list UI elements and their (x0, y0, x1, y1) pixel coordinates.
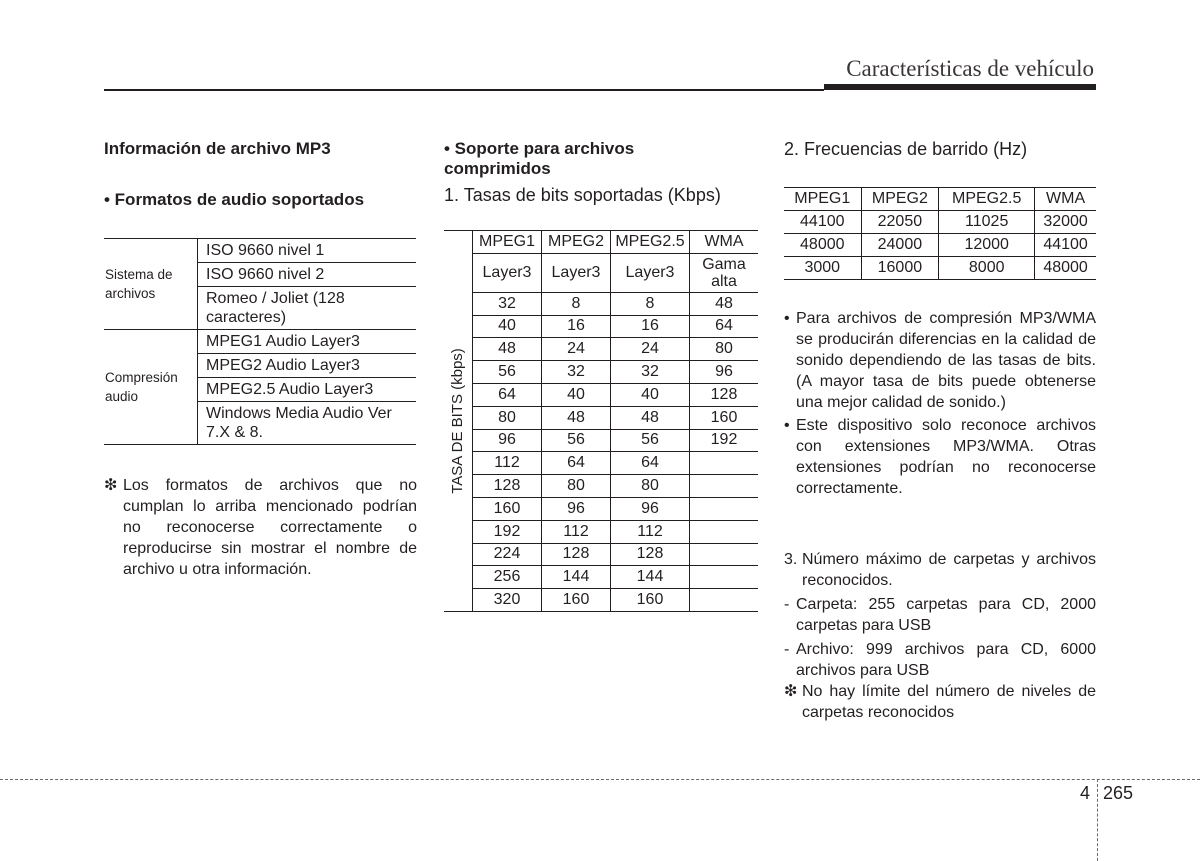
table-cell: 56 (473, 361, 542, 384)
list-item-text: No hay límite del número de niveles de carpetas reconocidos (802, 683, 1096, 721)
table-cell: 96 (690, 361, 759, 384)
table-cell: 8 (542, 292, 611, 315)
table-cell: 144 (611, 566, 690, 589)
table-row (784, 211, 1096, 234)
column-header: MPEG2.5 (611, 231, 690, 254)
table-row (444, 497, 758, 520)
table-row (444, 315, 758, 338)
table-row (444, 543, 758, 566)
chapter-number: 4 (1080, 783, 1091, 803)
audio-formats-table (104, 238, 416, 445)
bitrate-axis-cell (444, 231, 473, 612)
table-row (444, 292, 758, 315)
column-subheader: Layer3 (473, 253, 542, 292)
column-subheader: Gama alta (690, 253, 759, 292)
table-cell: 32000 (1035, 211, 1096, 234)
table-cell: 48 (473, 338, 542, 361)
table-cell: 22050 (861, 211, 939, 234)
table-cell: 96 (473, 429, 542, 452)
table-cell: 160 (611, 589, 690, 612)
table-cell: 3000 (784, 257, 861, 280)
table-cell: 32 (542, 361, 611, 384)
table-cell: 160 (690, 406, 759, 429)
table-cell: 56 (611, 429, 690, 452)
table-cell (690, 475, 759, 498)
table-cell: 160 (542, 589, 611, 612)
table-cell: ISO 9660 nivel 2 (198, 263, 417, 287)
table-cell: 16000 (861, 257, 939, 280)
table-cell: 96 (611, 497, 690, 520)
table-cell: 16 (611, 315, 690, 338)
table-cell: 128 (473, 475, 542, 498)
list-item (784, 415, 1096, 499)
header-rule (104, 89, 824, 91)
table-cell: 16 (542, 315, 611, 338)
bitrate-axis-label: TASA DE BITS (kbps) (449, 348, 466, 494)
table-row (444, 406, 758, 429)
column-header: WMA (1035, 188, 1096, 211)
table-cell (690, 452, 759, 475)
table-cell (690, 543, 759, 566)
list-item-text: Para archivos de compresión MP3/WMA se producirán diferencias en la calidad de sonido dependiendo de las tasas de bits. (A mayor tasa de bits puede obtenerse una mejor calidad de sonido.) (796, 310, 1096, 411)
table-cell: 24000 (861, 234, 939, 257)
table-cell (690, 497, 759, 520)
table-cell: 128 (542, 543, 611, 566)
list-item-text: Carpeta: 255 carpetas para CD, 2000 carpetas para USB (796, 596, 1096, 634)
table-row (784, 257, 1096, 280)
table-cell (690, 589, 759, 612)
table-cell: 256 (473, 566, 542, 589)
table-cell: 32 (473, 292, 542, 315)
table-cell: 48 (611, 406, 690, 429)
table-cell: 11025 (939, 211, 1035, 234)
list-item (784, 549, 1096, 591)
table-cell: 80 (542, 475, 611, 498)
item-number: 3. (784, 551, 798, 568)
frequencies-heading: 2. Frecuencias de barrido (Hz) (784, 139, 1028, 159)
table-cell: 224 (473, 543, 542, 566)
table-cell: 12000 (939, 234, 1035, 257)
table-cell: 64 (473, 383, 542, 406)
compression-notes (784, 308, 1096, 499)
table-cell: 64 (611, 452, 690, 475)
column-header: MPEG2 (861, 188, 939, 211)
table-cell: 144 (542, 566, 611, 589)
folder-limits (784, 549, 1096, 723)
bullet-icon: • (784, 417, 790, 434)
list-item-text: Este dispositivo solo reconoce archivos con extensiones MP3/WMA. Otras extensiones podrían no reconocerse correctamente. (796, 417, 1096, 497)
table-cell: 64 (690, 315, 759, 338)
table-cell: 80 (611, 475, 690, 498)
table-cell: 192 (690, 429, 759, 452)
column-header: MPEG1 (473, 231, 542, 254)
table-cell: 80 (690, 338, 759, 361)
column-header: WMA (690, 231, 759, 254)
table-cell: 48 (690, 292, 759, 315)
table-cell: 40 (611, 383, 690, 406)
note-mark-icon: ❇ (104, 477, 118, 494)
table-cell: 32 (611, 361, 690, 384)
page-number: 265 (1103, 783, 1134, 803)
table-row (444, 383, 758, 406)
table-row (444, 429, 758, 452)
table-cell: Windows Media Audio Ver 7.X & 8. (198, 402, 417, 445)
table-cell: 40 (542, 383, 611, 406)
table-row (444, 589, 758, 612)
table-cell: 8000 (939, 257, 1035, 280)
table-cell (690, 566, 759, 589)
table-row (104, 239, 416, 263)
dash-icon: - (784, 596, 790, 613)
note-mark-icon: ❇ (784, 683, 798, 700)
table-cell: 96 (542, 497, 611, 520)
table-cell: 160 (473, 497, 542, 520)
footer-divider (1097, 779, 1098, 861)
table-cell: 64 (542, 452, 611, 475)
table-cell: 80 (473, 406, 542, 429)
table-subheader-row (444, 253, 758, 292)
page-header-title: Características de vehículo (846, 56, 1094, 81)
category-cell: Compresión audio (104, 330, 198, 445)
table-header-row (444, 231, 758, 254)
bitrates-table (444, 230, 758, 612)
table-row (444, 520, 758, 543)
dash-icon: - (784, 641, 790, 658)
note-text: Los formatos de archivos que no cumplan lo arriba mencionado podrían no reconocerse correctamente o reproducirse sin mostrar el nombre de archivo u otra información. (123, 477, 417, 578)
table-row (444, 361, 758, 384)
table-cell: 56 (542, 429, 611, 452)
table-cell: MPEG2 Audio Layer3 (198, 354, 417, 378)
table-cell: 24 (611, 338, 690, 361)
column-header: MPEG1 (784, 188, 861, 211)
table-cell: 48000 (784, 234, 861, 257)
table-cell: MPEG2.5 Audio Layer3 (198, 378, 417, 402)
table-cell: 48000 (1035, 257, 1096, 280)
list-item (784, 639, 1096, 681)
table-cell: 112 (611, 520, 690, 543)
table-cell: ISO 9660 nivel 1 (198, 239, 417, 263)
compressed-files-heading: • Soporte para archivos comprimidos (444, 139, 635, 178)
table-header-row (784, 188, 1096, 211)
table-row (444, 452, 758, 475)
list-item (784, 308, 1096, 413)
table-cell: 192 (473, 520, 542, 543)
table-cell: 44100 (784, 211, 861, 234)
list-item (784, 594, 1096, 636)
formats-note (104, 475, 417, 580)
table-cell: 128 (611, 543, 690, 566)
footer-rule (0, 779, 1200, 780)
table-cell: 40 (473, 315, 542, 338)
table-cell: 112 (473, 452, 542, 475)
table-cell: Romeo / Joliet (128 caracteres) (198, 287, 417, 330)
table-row (444, 338, 758, 361)
table-cell: 24 (542, 338, 611, 361)
audio-formats-heading: • Formatos de audio soportados (104, 190, 365, 209)
table-row (444, 475, 758, 498)
table-cell: 48 (542, 406, 611, 429)
table-cell: 8 (611, 292, 690, 315)
column-subheader: Layer3 (611, 253, 690, 292)
list-item-text: Número máximo de carpetas y archivos reconocidos. (802, 551, 1096, 589)
category-cell: Sistema de archivos (104, 239, 198, 330)
bitrates-heading: 1. Tasas de bits soportadas (Kbps) (444, 185, 721, 205)
bullet-icon: • (784, 310, 790, 327)
header-rule-thick (824, 84, 1096, 90)
table-cell: 112 (542, 520, 611, 543)
column-header: MPEG2 (542, 231, 611, 254)
table-cell: 320 (473, 589, 542, 612)
table-row (784, 234, 1096, 257)
table-cell: 128 (690, 383, 759, 406)
list-item-text: Archivo: 999 archivos para CD, 6000 archivos para USB (796, 641, 1096, 679)
frequencies-table (784, 187, 1096, 280)
table-row (444, 566, 758, 589)
table-row (104, 330, 416, 354)
list-item (784, 681, 1096, 723)
table-cell: 44100 (1035, 234, 1096, 257)
column-header: MPEG2.5 (939, 188, 1035, 211)
column-subheader: Layer3 (542, 253, 611, 292)
section-heading: Información de archivo MP3 (104, 139, 331, 158)
table-cell (690, 520, 759, 543)
table-cell: MPEG1 Audio Layer3 (198, 330, 417, 354)
